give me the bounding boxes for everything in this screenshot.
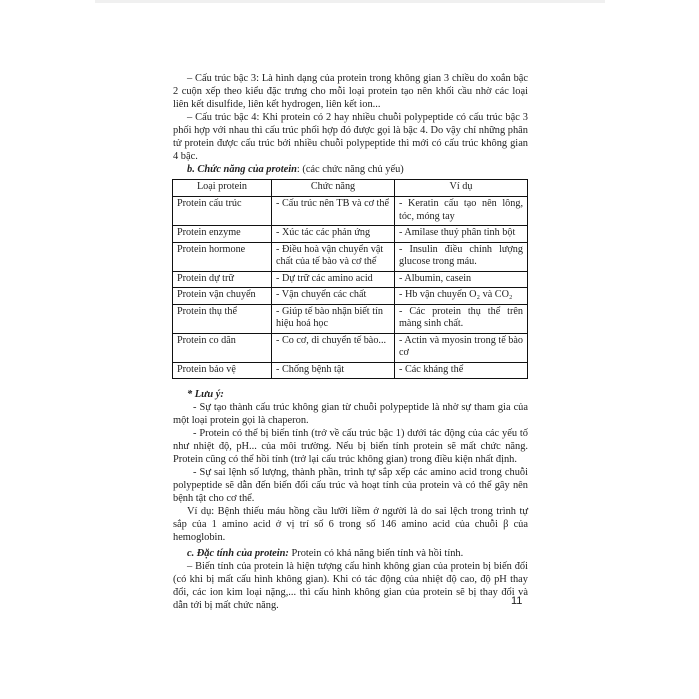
note-item: - Sự sai lệnh số lượng, thành phần, trình tự sắp xếp các amino acid trong chuỗi polypeptide sẽ dẫn đến biến đổi cấu trúc và hoạt tính của protein và có thể gây nên bệnh tật cho cơ thể.: [173, 467, 528, 504]
paragraph-bac4: – Cấu trúc bậc 4: Khi protein có 2 hay nhiều chuỗi polypeptide có cấu trúc bậc 3 phối hợp với nhau thì cấu trúc phối hợp đó được gọi là bậc 4. Do vậy chỉ những phân tử protein được cấu trúc bởi nhiều chuỗi polypeptide thì mới có cấu trúc không gian 4 bậc.: [173, 112, 528, 162]
note-item: - Sự tạo thành cấu trúc không gian từ chuỗi polypeptide là nhờ sự tham gia của một loại protein gọi là chaperon.: [173, 402, 528, 426]
cell-vi-du: - Insulin điều chỉnh lượng glucose trong máu.: [395, 242, 528, 271]
section-c-subtitle: Protein có khả năng biến tính và hồi tính.: [288, 548, 464, 559]
cell-chuc-nang: - Xúc tác các phản ứng: [272, 226, 395, 243]
cell-loai-protein: Protein vận chuyển: [173, 288, 272, 305]
example-paragraph: Ví dụ: Bệnh thiếu máu hồng cầu lưỡi liềm ở người là do sai lệch trong trình tự sắp của 1 amino acid ở vị trí số 6 trong số 146 amino acid của chuỗi β của hemoglobin.: [173, 506, 528, 543]
table-row: [173, 333, 528, 362]
cell-chuc-nang: - Dự trữ các amino acid: [272, 271, 395, 288]
header-vi-du: Ví dụ: [395, 180, 528, 197]
table-row: [173, 304, 528, 333]
page-number: 11: [511, 595, 523, 607]
cell-loai-protein: Protein cấu trúc: [173, 197, 272, 226]
table-row: [173, 197, 528, 226]
cell-vi-du: - Các kháng thể: [395, 362, 528, 379]
cell-chuc-nang: - Điều hoà vận chuyển vật chất của tế bào và cơ thể: [272, 242, 395, 271]
cell-loai-protein: Protein thụ thể: [173, 304, 272, 333]
cell-chuc-nang: - Giúp tế bào nhận biết tín hiệu hoá học: [272, 304, 395, 333]
table-row: [173, 288, 528, 305]
cell-loai-protein: Protein co dãn: [173, 333, 272, 362]
page-content: [173, 72, 528, 612]
note-title: * Lưu ý:: [187, 389, 224, 400]
table-row: [173, 271, 528, 288]
header-loai: Loại protein: [173, 180, 272, 197]
paragraph-bac3: – Cấu trúc bậc 3: Là hình dạng của protein trong không gian 3 chiều do xoắn bậc 2 cuộn xếp theo kiểu đặc trưng cho mỗi loại protein tạo nên khối cầu nhờ các loại liên kết disulfide, liên kết hydrogen, liên kết ion...: [173, 73, 528, 110]
section-b-title: b. Chức năng của protein: [187, 164, 297, 175]
note-heading: [173, 388, 528, 401]
section-b-heading: [173, 163, 528, 176]
cell-chuc-nang: - Vận chuyển các chất: [272, 288, 395, 305]
cell-chuc-nang: - Chống bệnh tật: [272, 362, 395, 379]
section-c-title: c. Đặc tính của protein:: [187, 548, 289, 559]
table-row: [173, 226, 528, 243]
section-b-subtitle: : (các chức năng chủ yếu): [296, 164, 404, 175]
table-row: [173, 362, 528, 379]
cell-loai-protein: Protein enzyme: [173, 226, 272, 243]
cell-loai-protein: Protein dự trữ: [173, 271, 272, 288]
cell-vi-du: - Amilase thuỷ phân tinh bột: [395, 226, 528, 243]
cell-vi-du: - Hb vận chuyển O₂ và CO₂: [395, 288, 528, 305]
section-c-paragraph: – Biến tính của protein là hiện tượng cấu hình không gian của protein bị biến đổi (có khi bị mất cấu hình không gian). Khi có tác động của nhiệt độ cao, độ pH thay đổi, các ion kim loại nặng,... thì cấu hình không gian của protein sẽ bị thay đổi và dẫn tới bị mất chức năng.: [173, 561, 528, 611]
cell-loai-protein: Protein hormone: [173, 242, 272, 271]
cell-chuc-nang: - Co cơ, di chuyển tế bào...: [272, 333, 395, 362]
top-border: [95, 0, 605, 3]
cell-vi-du: - Actin và myosin trong tế bào cơ: [395, 333, 528, 362]
protein-function-table: [172, 179, 528, 379]
cell-vi-du: - Các protein thụ thể trên màng sinh chất.: [395, 304, 528, 333]
table-header-row: [173, 180, 528, 197]
cell-chuc-nang: - Cấu trúc nên TB và cơ thể: [272, 197, 395, 226]
table-row: [173, 242, 528, 271]
cell-vi-du: - Albumin, casein: [395, 271, 528, 288]
cell-loai-protein: Protein bảo vệ: [173, 362, 272, 379]
header-chuc-nang: Chức năng: [272, 180, 395, 197]
cell-vi-du: - Keratin cấu tạo nên lông, tóc, móng tay: [395, 197, 528, 226]
note-item: - Protein có thể bị biến tính (trở về cấu trúc bậc 1) dưới tác động của các yếu tố như nhiệt độ, pH... của môi trường. Nếu bị biến tính protein sẽ mất chức năng. Protein cũng có thể hồi tính (trở lại cấu trúc không gian) trong điều kiện nhất định.: [173, 428, 528, 465]
section-c-heading: [173, 547, 528, 560]
